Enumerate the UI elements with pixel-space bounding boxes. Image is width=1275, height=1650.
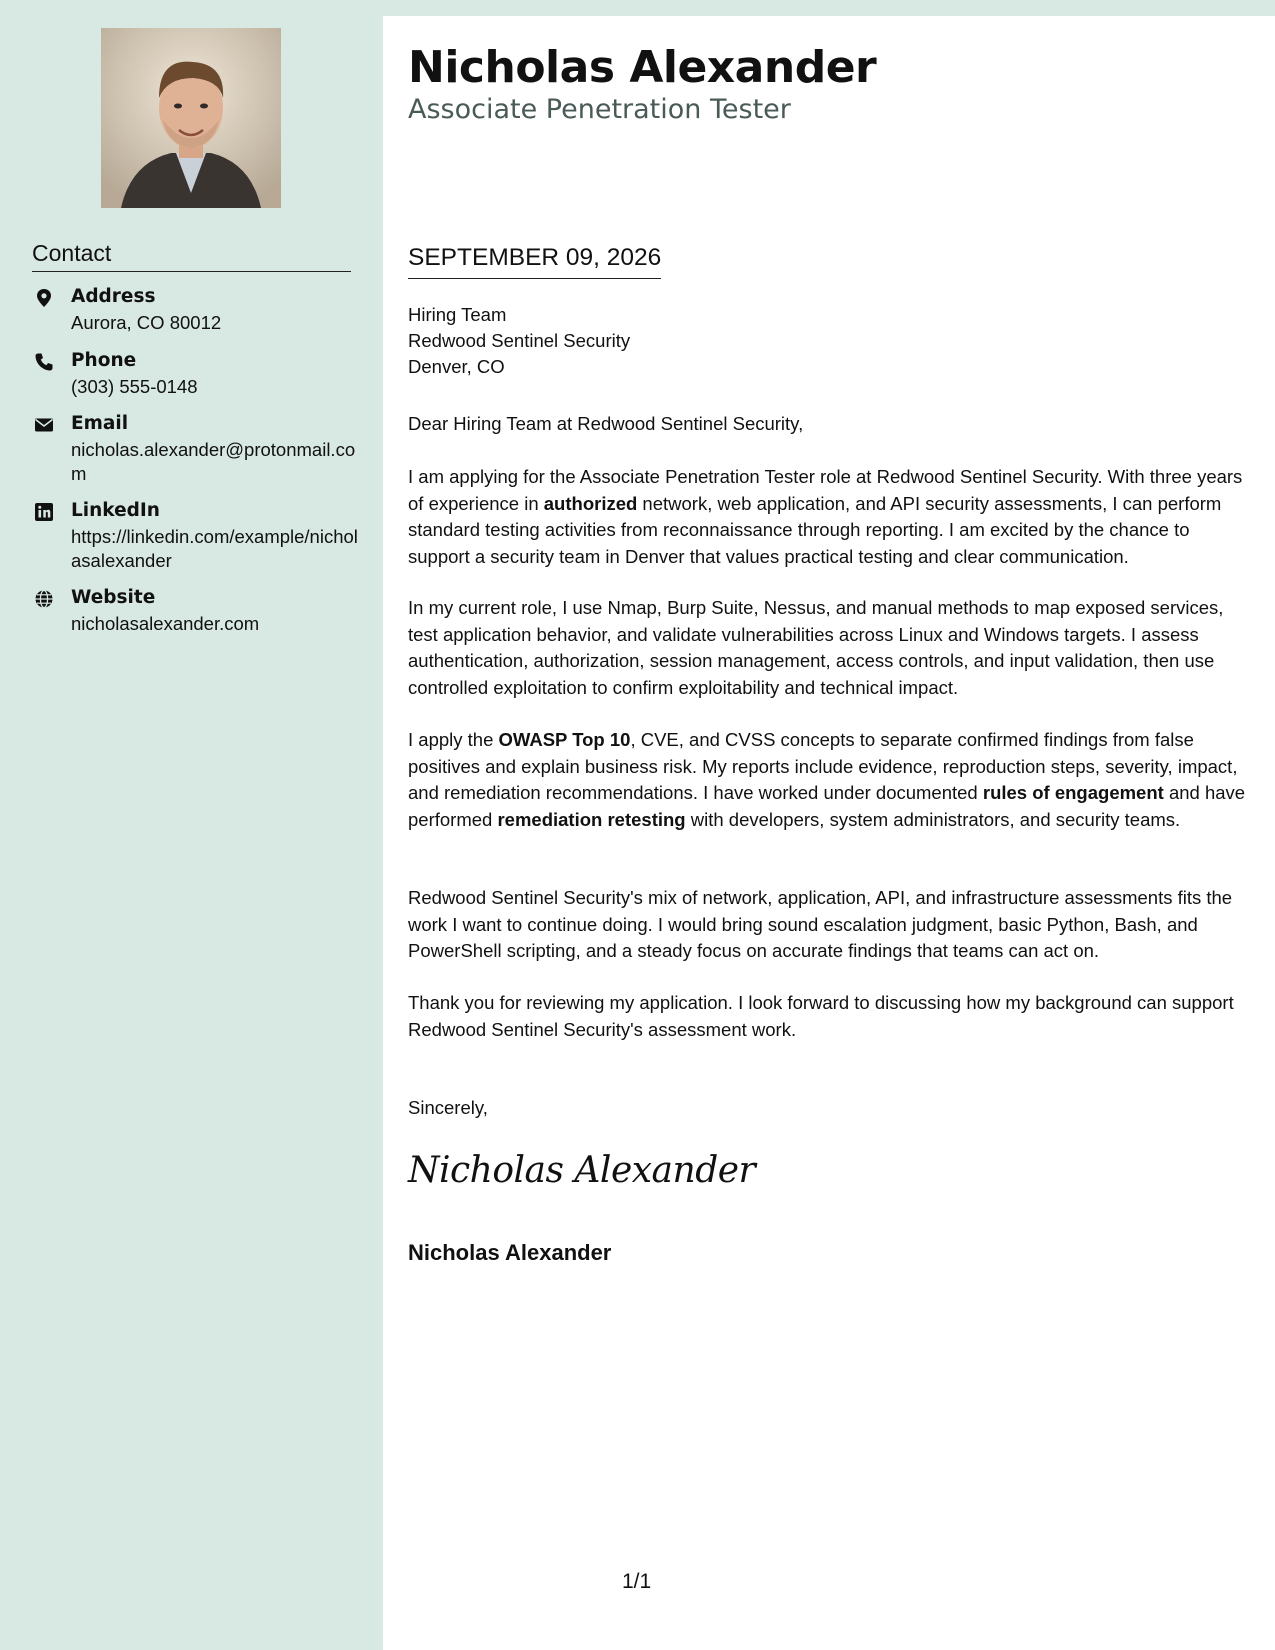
- job-title: Associate Penetration Tester: [408, 94, 791, 125]
- recipient-line: Denver, CO: [408, 356, 505, 377]
- signature: Nicholas Alexander: [408, 1150, 756, 1191]
- recipient-line: Hiring Team: [408, 304, 507, 325]
- letter-date: SEPTEMBER 09, 2026: [408, 244, 661, 279]
- contact-heading: Contact: [32, 240, 351, 272]
- top-accent-strip: [383, 0, 1275, 16]
- location-pin-icon: [34, 288, 54, 308]
- contact-value[interactable]: nicholasalexander.com: [71, 613, 260, 634]
- paragraph-5: Thank you for reviewing my application. I look forward to discussing how my background can support Redwood Sentinel Security's assessment work.: [408, 992, 1234, 1040]
- contact-value: Aurora, CO 80012: [71, 312, 222, 333]
- signoff-name: Nicholas Alexander: [408, 1240, 612, 1265]
- contact-label: Address: [71, 286, 156, 307]
- contact-value: (303) 555-0148: [71, 376, 198, 397]
- envelope-icon: [34, 415, 54, 435]
- paragraph-4: Redwood Sentinel Security's mix of network, application, API, and infrastructure assessments fits the work I want to continue doing. I would bring sound escalation judgment, basic Python, Bash, and PowerShell scripting, and a steady focus on accurate findings that teams can act on.: [408, 887, 1233, 961]
- salutation: Dear Hiring Team at Redwood Sentinel Security,: [408, 413, 804, 434]
- recipient-line: Redwood Sentinel Security: [408, 330, 631, 351]
- applicant-name: Nicholas Alexander: [408, 42, 877, 93]
- contact-label: Phone: [71, 350, 137, 371]
- contact-label: LinkedIn: [71, 500, 160, 521]
- contact-label: Website: [71, 587, 156, 608]
- avatar: [101, 28, 281, 208]
- phone-icon: [34, 352, 54, 372]
- contact-label: Email: [71, 413, 129, 434]
- linkedin-icon: [34, 502, 54, 522]
- contact-value[interactable]: nicholas.alexander@protonmail.com: [71, 439, 356, 484]
- contact-value[interactable]: https://linkedin.com/example/nicholasalexander: [71, 526, 358, 571]
- paragraph-2: In my current role, I use Nmap, Burp Suite, Nessus, and manual methods to map exposed services, test application behavior, and validate vulnerabilities across Linux and Windows targets. I assess authentication, authorization, session management, access controls, and input validation, then use controlled exploitation to confirm exploitability and technical impact.: [408, 597, 1224, 698]
- paragraph-3: I apply the OWASP Top 10, CVE, and CVSS concepts to separate confirmed findings from false positives and explain business risk. My reports include evidence, reproduction steps, severity, impact, and remediation recommendations. I have worked under documented rules of engagement and have performed remediation retesting with developers, system administrators, and security teams.: [408, 729, 1246, 830]
- globe-icon: [34, 589, 54, 609]
- closing: Sincerely,: [408, 1097, 488, 1118]
- recipient-block: [408, 302, 630, 380]
- paragraph-1: I am applying for the Associate Penetration Tester role at Redwood Sentinel Security. With three years of experience in authorized network, web application, and API security assessments, I can perform standard testing activities from reconnaissance through reporting. I am excited by the chance to support a security team in Denver that values practical testing and clear communication.: [408, 466, 1243, 567]
- page-number: 1/1: [622, 1570, 652, 1593]
